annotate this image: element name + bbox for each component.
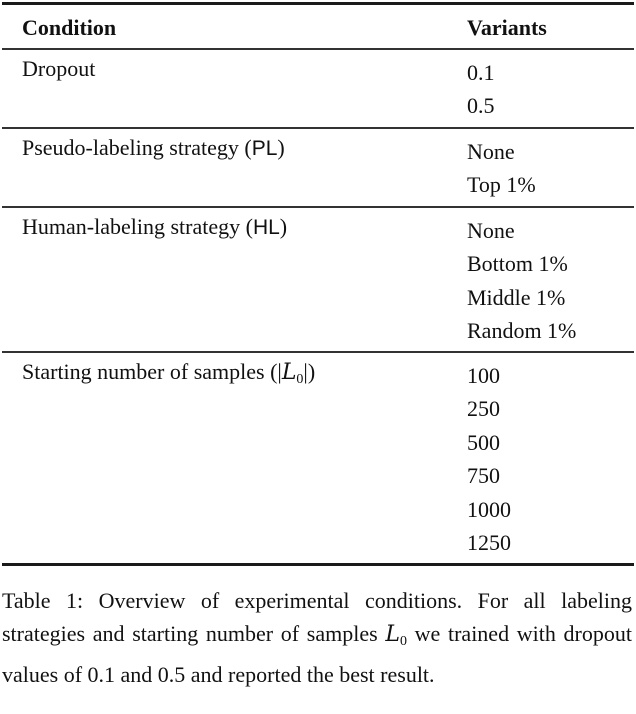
table-caption: Table 1: Overview of experimental conditions. For all labeling strategies and starting number of samples $L_0$ we trained with dropout values of 0.1 and 0.5 and reported the best result. <box>2 588 632 687</box>
variant-item: 500 <box>467 429 500 455</box>
table-header <box>0 5 636 48</box>
variant-list <box>467 135 536 202</box>
variant-item: 1000 <box>467 496 511 522</box>
bottom-rule <box>2 563 634 566</box>
variant-item: Bottom 1% <box>467 251 568 277</box>
header-condition: Condition <box>22 15 117 40</box>
variant-item: 750 <box>467 463 500 489</box>
variant-item: Middle 1% <box>467 284 566 310</box>
variant-item: None <box>467 139 515 164</box>
variant-list <box>467 359 511 559</box>
condition-label: Starting number of samples $(|L_0|)$ <box>22 359 316 387</box>
variant-item: Random 1% <box>467 318 577 344</box>
row-human-labeling <box>0 208 636 351</box>
variant-item: 250 <box>467 396 500 422</box>
variant-list <box>467 56 495 123</box>
condition-label: Dropout <box>22 56 96 81</box>
condition-label: Pseudo-labeling strategy (PL) <box>22 135 285 160</box>
variant-item: Top 1% <box>467 172 536 198</box>
row-pseudo-labeling <box>0 129 636 206</box>
row-dropout <box>0 50 636 127</box>
header-variants: Variants <box>467 15 547 40</box>
row-starting-samples <box>0 353 636 563</box>
variant-item: 1250 <box>467 529 511 555</box>
variant-item: 0.5 <box>467 93 495 119</box>
variant-item: 100 <box>467 363 500 388</box>
variant-list <box>467 214 576 348</box>
variant-item: None <box>467 218 515 243</box>
variant-item: 0.1 <box>467 60 495 85</box>
condition-label: Human-labeling strategy (HL) <box>22 214 288 239</box>
